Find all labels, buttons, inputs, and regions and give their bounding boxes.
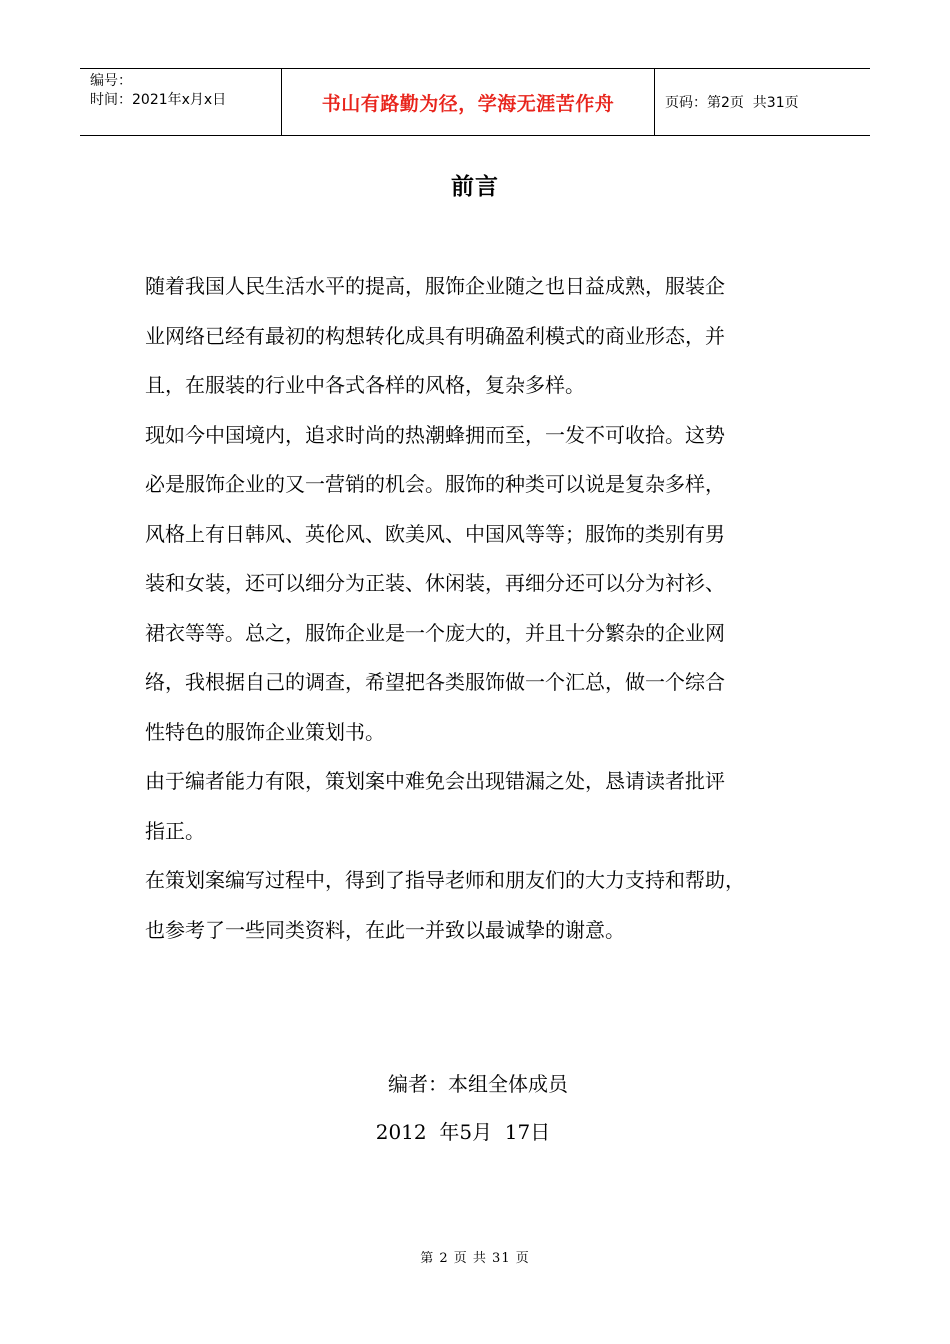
preface-body <box>145 262 825 955</box>
header-time-label: 时间：2021年x月x日 <box>90 92 227 108</box>
body-line: 且，在服装的行业中各式各样的风格，复杂多样。 <box>145 373 585 397</box>
header-meta-cell <box>80 69 281 135</box>
body-line: 性特色的服饰企业策划书。 <box>145 719 385 744</box>
body-line: 裙衣等等。总之，服饰企业是一个庞大的，并且十分繁杂的企业网 <box>145 620 725 645</box>
header-number-label: 编号： <box>90 73 132 89</box>
body-line: 风格上有日韩风、英伦风、欧美风、中国风等等；服饰的类别有男 <box>145 521 725 546</box>
body-line: 指正。 <box>145 818 205 843</box>
body-line: 随着我国人民生活水平的提高，服饰企业随之也日益成熟，服装企 <box>145 274 725 298</box>
page-footer: 第 2 页 共 31 页 <box>420 1251 530 1266</box>
body-line: 装和女装，还可以细分为正装、休闲装，再细分还可以分为衬衫、 <box>145 571 725 595</box>
body-line: 络，我根据自己的调查，希望把各类服饰做一个汇总，做一个综合 <box>145 670 725 694</box>
body-line: 现如今中国境内，追求时尚的热潮蜂拥而至，一发不可收拾。这势 <box>145 422 725 447</box>
page-title: 前言 <box>451 174 499 200</box>
body-line: 必是服饰企业的又一营销的机会。服饰的种类可以说是复杂多样， <box>145 472 725 496</box>
body-line: 由于编者能力有限，策划案中难免会出现错漏之处，恳请读者批评 <box>145 769 725 793</box>
body-line: 也参考了一些同类资料，在此一并致以最诚挚的谢意。 <box>145 917 625 942</box>
signature-author: 编者：本组全体成员 <box>388 1072 568 1096</box>
header-page-info: 页码：第2页 共31页 <box>665 95 799 111</box>
signature-date: 2012 年5月 17日 <box>375 1120 551 1144</box>
document-header <box>80 68 870 136</box>
body-line: 业网络已经有最初的构想转化成具有明确盈利模式的商业形态，并 <box>145 323 725 348</box>
body-line: 在策划案编写过程中，得到了指导老师和朋友们的大力支持和帮助， <box>145 868 745 892</box>
header-motto: 书山有路勤为径，学海无涯苦作舟 <box>281 69 655 135</box>
